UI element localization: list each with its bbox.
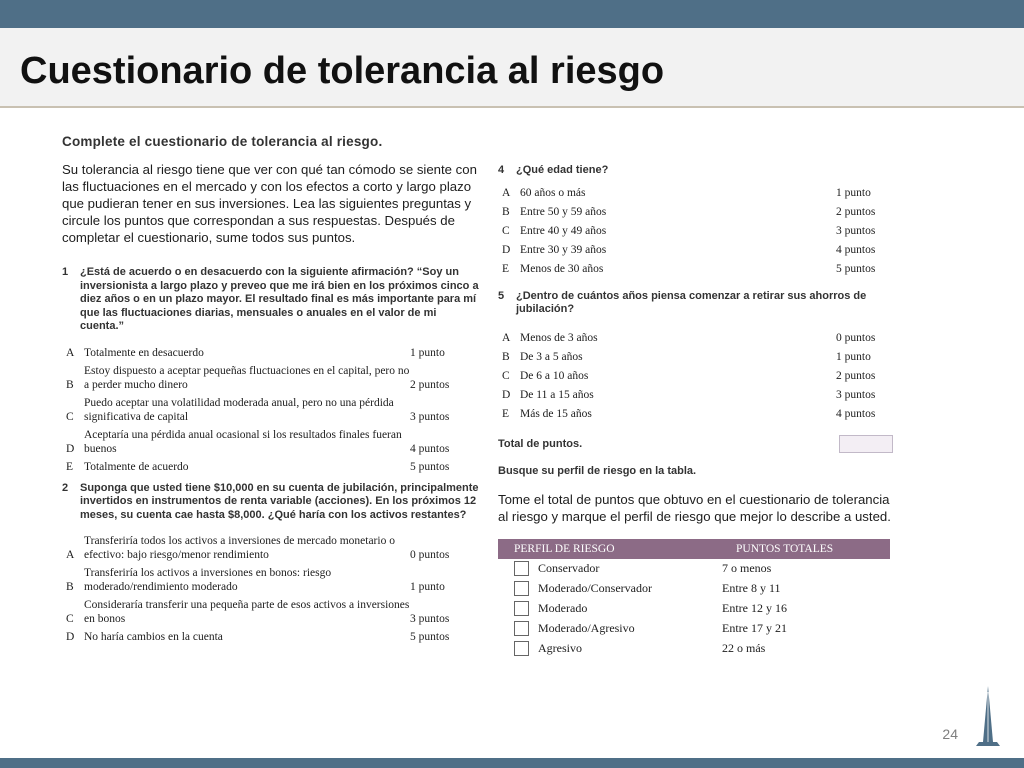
option-row[interactable] [62, 346, 480, 360]
option-points: 0 puntos [410, 549, 450, 561]
profile-points: 22 o más [722, 641, 766, 655]
table-row [498, 559, 890, 579]
profile-checkbox[interactable] [514, 601, 529, 616]
option-text: Menos de 30 años [520, 262, 604, 275]
table-row [498, 599, 890, 619]
option-letter: B [66, 378, 74, 391]
tower-logo-icon [974, 686, 1002, 746]
find-profile-text: Busque su perfil de riesgo en la tabla. [498, 464, 697, 477]
option-letter: D [66, 631, 75, 643]
question-number: 5 [498, 289, 505, 302]
option-text: Entre 40 y 49 años [520, 224, 607, 237]
option-text: Estoy dispuesto a aceptar pequeñas fluctuaciones en el capital, pero no a perder mucho dinero [84, 364, 410, 391]
option-row[interactable] [498, 243, 898, 257]
option-text: Transferiría los activos a inversiones en bonos: riesgo moderado/rendimiento moderado [84, 567, 332, 593]
option-letter: C [66, 613, 74, 625]
option-letter: A [502, 186, 511, 199]
option-points: 4 puntos [410, 442, 450, 455]
option-points: 3 puntos [836, 224, 876, 237]
option-letter: B [66, 581, 74, 593]
profile-name: Agresivo [538, 641, 582, 655]
option-text: Menos de 3 años [520, 331, 598, 344]
option-points: 3 puntos [410, 613, 450, 625]
option-row[interactable] [62, 534, 480, 562]
option-letter: B [502, 350, 510, 363]
option-letter: E [66, 460, 74, 473]
question-text: ¿Está de acuerdo o en desacuerdo con la siguiente afirmación? “Soy un inversionista a largo plazo y preveo que me irá bien en los próximos cinco a diez años o en un plazo mayor. El resultado final es más importante para mí que las fluctuaciones diarias, mensuales o anuales en el valor de mi cuenta.” [80, 266, 479, 332]
option-points: 3 puntos [836, 388, 876, 401]
profile-checkbox[interactable] [514, 641, 529, 656]
question-text: ¿Dentro de cuántos años piensa comenzar a retirar sus ahorros de jubilación? [516, 289, 867, 315]
option-row[interactable] [498, 350, 898, 364]
option-letter: A [502, 331, 511, 344]
total-points-row [498, 435, 893, 453]
intro-text: Su tolerancia al riesgo tiene que ver con qué tan cómodo se siente con las fluctuaciones en el mercado y con los efectos a corto y largo plazo que pudieran tener en sus inversiones. Lea las siguientes preguntas y circule los puntos que correspondan a sus respuestas. Después de completar el cuestionario, sume todos sus puntos. [62, 162, 477, 245]
option-row[interactable] [498, 205, 898, 219]
option-letter: C [502, 369, 510, 382]
question-number: 4 [498, 164, 505, 176]
risk-profile-table [498, 539, 890, 659]
question-number: 2 [62, 481, 69, 494]
option-row[interactable] [62, 566, 480, 594]
total-points-field[interactable] [839, 435, 893, 453]
option-text: Entre 50 y 59 años [520, 205, 607, 218]
option-letter: D [502, 243, 511, 256]
option-row[interactable] [62, 460, 480, 474]
option-text: Más de 15 años [520, 407, 592, 420]
option-row[interactable] [498, 369, 898, 383]
header-points: PUNTOS TOTALES [736, 542, 834, 555]
option-points: 1 punto [410, 346, 445, 359]
question-text: ¿Qué edad tiene? [516, 164, 609, 176]
option-letter: A [66, 549, 75, 561]
top-bar [0, 0, 1024, 28]
option-points: 1 punto [836, 350, 871, 363]
table-row [498, 619, 890, 639]
option-points: 1 punto [410, 581, 445, 593]
option-letter: C [66, 410, 74, 423]
option-points: 1 punto [836, 186, 871, 199]
option-text: Entre 30 y 39 años [520, 243, 607, 256]
question-4 [498, 164, 898, 276]
question-text: Suponga que usted tiene $10,000 en su cuenta de jubilación, principalmente invertidos en instrumentos de renta variable (acciones). En los próximos 12 meses, su cuenta cae hasta $8,000. ¿Qué haría con los activos restantes? [80, 481, 479, 521]
option-letter: E [502, 407, 510, 420]
option-row[interactable] [62, 364, 480, 392]
option-text: Totalmente en desacuerdo [84, 346, 204, 359]
table-row [498, 639, 890, 659]
option-points: 3 puntos [410, 410, 450, 423]
option-row[interactable] [498, 224, 898, 238]
option-text: De 11 a 15 años [520, 388, 594, 401]
option-points: 5 puntos [410, 631, 450, 643]
option-points: 2 puntos [836, 369, 876, 382]
option-points: 4 puntos [836, 243, 876, 256]
option-points: 2 puntos [410, 378, 450, 391]
option-points: 5 puntos [836, 262, 876, 275]
question-2 [62, 482, 480, 645]
option-row[interactable] [62, 428, 480, 456]
right-column [498, 164, 898, 659]
questionnaire-heading: Complete el cuestionario de tolerancia al riesgo. [62, 134, 383, 149]
option-points: 2 puntos [836, 205, 876, 218]
option-text: Puedo aceptar una volatilidad moderada anual, pero no una pérdida significativa de capital [84, 396, 394, 423]
profile-points: Entre 8 y 11 [722, 581, 781, 595]
option-letter: D [502, 388, 511, 401]
option-letter: D [66, 442, 75, 455]
profile-name: Moderado/Conservador [538, 581, 652, 595]
option-letter: B [502, 205, 510, 218]
profile-checkbox[interactable] [514, 561, 529, 576]
option-row[interactable] [498, 186, 898, 200]
header-profile: PERFIL DE RIESGO [514, 542, 615, 555]
table-row [498, 579, 890, 599]
left-column [62, 134, 480, 652]
question-number: 1 [62, 266, 69, 278]
option-text: No haría cambios en la cuenta [84, 631, 223, 643]
question-5 [498, 290, 898, 421]
profile-name: Moderado/Agresivo [538, 621, 635, 635]
question-1 [62, 266, 480, 474]
questionnaire-scan [56, 124, 906, 716]
slide-title: Cuestionario de tolerancia al riesgo [20, 50, 665, 92]
option-letter: A [66, 346, 75, 359]
instructions-text: Tome el total de puntos que obtuvo en el cuestionario de tolerancia al riesgo y marque el perfil de riesgo que mejor lo describe a usted. [498, 491, 891, 524]
profile-points: Entre 17 y 21 [722, 621, 787, 635]
total-points-label: Total de puntos. [498, 437, 583, 450]
option-row[interactable] [498, 262, 898, 276]
option-row[interactable] [62, 630, 480, 644]
option-text: Aceptaría una pérdida anual ocasional si los resultados finales fueran buenos [84, 428, 402, 455]
option-row[interactable] [62, 396, 480, 424]
page-number: 24 [942, 726, 958, 742]
profile-checkbox[interactable] [514, 621, 529, 636]
option-text: De 6 a 10 años [520, 369, 589, 382]
option-points: 4 puntos [836, 407, 876, 420]
bottom-bar [0, 758, 1024, 768]
option-letter: C [502, 224, 510, 237]
option-text: Consideraría transferir una pequeña parte de esos activos a inversiones en bonos [84, 599, 410, 625]
option-letter: E [502, 262, 510, 275]
profile-points: 7 o menos [722, 561, 772, 575]
profile-points: Entre 12 y 16 [722, 601, 787, 615]
option-row[interactable] [498, 388, 898, 402]
profile-checkbox[interactable] [514, 581, 529, 596]
option-row[interactable] [498, 331, 898, 345]
profile-name: Moderado [538, 601, 588, 615]
option-text: Totalmente de acuerdo [84, 460, 189, 473]
option-text: De 3 a 5 años [520, 350, 583, 363]
option-row[interactable] [62, 598, 480, 626]
option-text: 60 años o más [520, 186, 586, 199]
profile-name: Conservador [538, 561, 600, 575]
table-header [498, 539, 890, 559]
option-text: Transferiría todos los activos a inversiones de mercado monetario o efectivo: bajo riesgo/menor rendimiento [84, 535, 395, 561]
option-points: 0 puntos [836, 331, 876, 344]
option-points: 5 puntos [410, 460, 450, 473]
option-row[interactable] [498, 407, 898, 421]
